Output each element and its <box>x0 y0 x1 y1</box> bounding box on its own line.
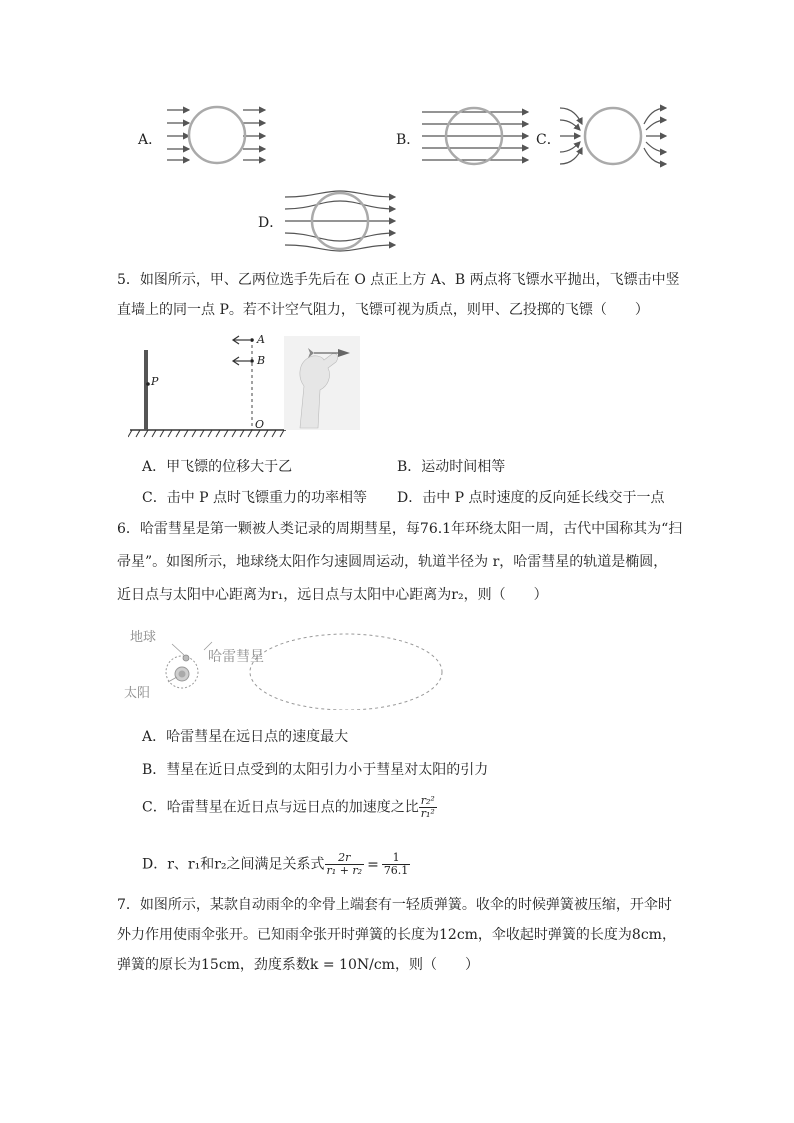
q6-stem-line2: 帚星”。如图所示，地球绕太阳作匀速圆周运动，轨道半径为 r，哈雷彗星的轨道是椭圆， <box>117 554 668 570</box>
q4-option-d-label: D． <box>258 215 284 231</box>
q6-option-d <box>142 852 410 877</box>
q6-option-c-text: C．哈雷彗星在近日点与远日点的加速度之比 <box>142 799 419 816</box>
q6-option-d-right-fraction <box>382 852 411 877</box>
q6-option-d-left-fraction <box>325 852 365 877</box>
q6-label-sun: 太阳 <box>124 686 151 701</box>
q5-option-a: A．甲飞镖的位移大于乙 <box>142 459 293 475</box>
q5-stem-line1: 5．如图所示，甲、乙两位选手先后在 O 点正上方 A、B 两点将飞镖水平抛出，飞镖击中竖 <box>117 272 680 288</box>
q6-stem-line3: 近日点与太阳中心距离为r₁，远日点与太阳中心距离为r₂，则（ ） <box>117 587 548 603</box>
q6-option-d-rden: 76.1 <box>383 864 409 877</box>
q6-option-b: B．彗星在近日点受到的太阳引力小于彗星对太阳的引力 <box>142 762 489 778</box>
q5-label-p: P <box>151 375 159 388</box>
q5-figure-dart <box>128 334 368 440</box>
q4-option-c-label: C． <box>536 132 561 148</box>
q4-figure-a <box>165 98 270 173</box>
q6-option-c-fraction <box>419 795 437 820</box>
q5-label-b: B <box>257 354 266 367</box>
q5-option-b: B．运动时间相等 <box>397 459 506 475</box>
q6-option-d-text: D．r、r₁和r₂之间满足关系式 <box>142 856 325 873</box>
q5-label-a: A <box>257 333 265 346</box>
q7-line3: 弹簧的原长为15cm，劲度系数k = 10N/cm，则（ ） <box>117 957 479 973</box>
q5-stem-line2: 直墙上的同一点 P。若不计空气阻力，飞镖可视为质点，则甲、乙投掷的飞镖（ ） <box>117 302 649 318</box>
q5-option-d: D．击中 P 点时速度的反向延长线交于一点 <box>397 490 665 506</box>
q6-figure-orbit <box>124 620 454 710</box>
q4-figure-b <box>420 98 532 173</box>
q6-option-d-lden: r₁ + r₂ <box>326 864 363 877</box>
q6-label-comet: 哈雷彗星 <box>208 649 264 665</box>
q7-line2: 外力作用使雨伞张开。已知雨伞张开时弹簧的长度为12cm，伞收起时弹簧的长度为8cm， <box>117 927 676 943</box>
q7-line1: 7．如图所示，某款自动雨伞的伞骨上端套有一轻质弹簧。收伞的时候弹簧被压缩，开伞时 <box>117 897 672 913</box>
q6-option-d-equals: = <box>367 856 379 873</box>
q6-option-a: A．哈雷彗星在远日点的速度最大 <box>142 729 349 745</box>
q6-stem-line1: 6．哈雷彗星是第一颗被人类记录的周期彗星，每76.1年环绕太阳一周，古代中国称其为“扫 <box>117 521 683 537</box>
q6-option-c <box>142 795 437 820</box>
q4-figure-c <box>558 98 670 173</box>
q4-figure-d <box>283 187 398 255</box>
q6-option-d-rnum: 1 <box>382 852 411 865</box>
q6-option-c-den: r₁² <box>420 807 435 820</box>
q5-option-c: C．击中 P 点时飞镖重力的功率相等 <box>142 490 368 506</box>
q6-option-d-lnum: 2r <box>325 852 365 865</box>
q6-option-c-num: r₂² <box>420 794 435 807</box>
q6-label-earth: 地球 <box>130 630 157 645</box>
q4-option-a-label: A． <box>138 132 163 148</box>
q4-option-b-label: B． <box>396 132 421 148</box>
q5-label-o: O <box>255 418 265 431</box>
